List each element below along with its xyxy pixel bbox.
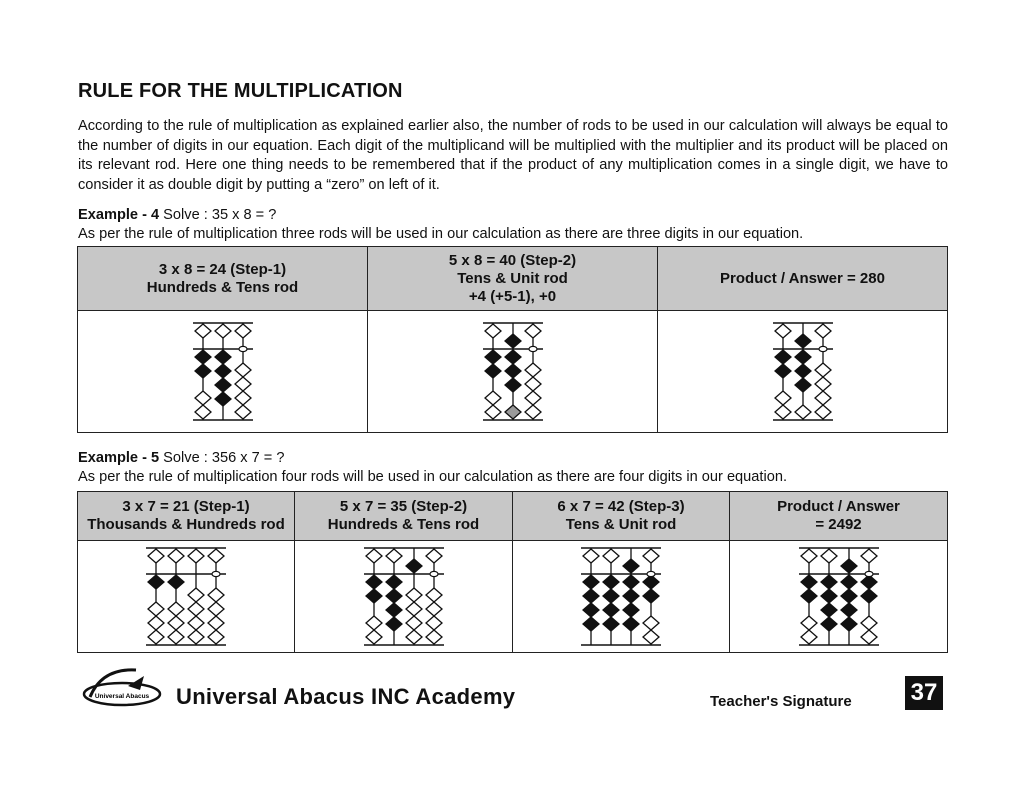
example-5-label: Example - 5 [78,450,160,466]
step-line: 3 x 7 = 21 (Step-1) [122,498,250,515]
abacus-unit-marker [239,346,247,351]
abacus-lower-bead [841,589,857,603]
example-5-heading [78,449,958,467]
abacus-lower-bead [406,630,422,644]
example-5-answer-header [730,492,948,541]
abacus-lower-bead [208,588,224,602]
abacus-lower-bead [643,589,659,603]
abacus-lower-bead [583,589,599,603]
example-4-solve: Solve : 35 x 8 = ? [159,207,277,223]
step-line: Product / Answer = 280 [720,269,885,287]
abacus-unit-marker [212,571,220,576]
abacus-lower-bead [366,589,382,603]
step-line: = 2492 [815,516,862,533]
abacus-lower-bead [485,391,501,405]
abacus-lower-bead [525,391,541,405]
abacus-lower-bead [168,616,184,630]
step-line: 3 x 8 = 24 (Step-1) [158,260,287,278]
abacus-unit-marker [865,571,873,576]
abacus-upper-bead [583,549,599,563]
universal-abacus-logo-icon [80,664,164,712]
example-5-step-2-figure [295,541,513,653]
abacus-lower-bead [195,364,211,378]
abacus-icon [481,322,545,422]
abacus-upper-bead [603,549,619,563]
brand-name: Universal Abacus INC Academy [176,684,516,709]
abacus-lower-bead [215,350,231,364]
abacus-unit-marker [529,346,537,351]
abacus-lower-bead [861,616,877,630]
abacus-upper-bead [775,324,791,338]
abacus-lower-bead [643,630,659,644]
abacus-lower-bead [643,616,659,630]
abacus-upper-bead [525,324,541,338]
abacus-unit-marker [430,571,438,576]
abacus-lower-bead [485,350,501,364]
abacus-lower-bead [188,630,204,644]
step-line: Thousands & Hundreds rod [87,516,285,533]
example-5-note: As per the rule of multiplication four rods will be used in our calculation as there are four digits in our equation. [78,469,787,485]
abacus-lower-bead [841,575,857,589]
example-5-answer-figure [730,541,948,653]
abacus-lower-bead [235,363,251,377]
abacus-lower-bead [366,616,382,630]
teacher-signature-label: Teacher's Signature [710,693,852,710]
example-4-heading [78,206,958,224]
abacus-lower-bead [505,378,521,392]
abacus-lower-bead [406,602,422,616]
example-4-step-1-figure [78,311,368,433]
abacus-lower-bead [583,603,599,617]
abacus-lower-bead [861,589,877,603]
abacus-lower-bead [775,350,791,364]
abacus-upper-bead [426,549,442,563]
abacus-lower-bead [235,391,251,405]
abacus-lower-bead [195,350,211,364]
abacus-upper-bead [168,549,184,563]
abacus-lower-bead [168,630,184,644]
example-5-step-3-figure [513,541,730,653]
abacus-upper-bead [148,549,164,563]
abacus-lower-bead [775,364,791,378]
abacus-upper-bead [215,324,231,338]
abacus-lower-bead [815,405,831,419]
abacus-upper-bead [643,549,659,563]
step-line: 5 x 7 = 35 (Step-2) [339,498,468,515]
abacus-lower-bead [215,392,231,406]
abacus-upper-bead [386,549,402,563]
abacus-upper-bead [821,549,837,563]
example-5-figure-row [78,541,948,653]
abacus-upper-bead [795,334,811,348]
abacus-lower-bead [841,603,857,617]
abacus-icon [191,322,255,422]
abacus-lower-bead [801,630,817,644]
abacus-lower-bead [148,616,164,630]
abacus-lower-bead [195,391,211,405]
abacus-lower-bead [386,603,402,617]
step-line: Hundreds & Tens rod [327,516,480,533]
page-title: RULE FOR THE MULTIPLICATION [78,80,403,102]
step-line: Tens & Unit rod [457,269,568,287]
step-line: +4 (+5-1), +0 [468,287,557,305]
abacus-lower-bead [505,405,521,419]
abacus-upper-bead [841,559,857,573]
abacus-lower-bead [623,603,639,617]
abacus-upper-bead [861,549,877,563]
example-4-answer-figure [658,311,948,433]
abacus-lower-bead [148,602,164,616]
abacus-lower-bead [366,630,382,644]
abacus-lower-bead [406,616,422,630]
abacus-lower-bead [775,405,791,419]
abacus-lower-bead [386,575,402,589]
abacus-lower-bead [795,350,811,364]
abacus-lower-bead [821,575,837,589]
abacus-icon [362,547,446,647]
abacus-lower-bead [386,617,402,631]
example-5-step-1-header [78,492,295,541]
step-line: Hundreds & Tens rod [146,278,299,296]
abacus-lower-bead [235,377,251,391]
abacus-upper-bead [235,324,251,338]
abacus-lower-bead [366,575,382,589]
abacus-lower-bead [215,378,231,392]
example-4-header-row [78,247,948,311]
abacus-lower-bead [795,405,811,419]
abacus-lower-bead [426,602,442,616]
abacus-icon [797,547,881,647]
abacus-lower-bead [525,405,541,419]
abacus-lower-bead [795,378,811,392]
abacus-upper-bead [801,549,817,563]
step-line: 5 x 8 = 40 (Step-2) [448,251,577,269]
abacus-lower-bead [801,616,817,630]
step-line: 6 x 7 = 42 (Step-3) [557,498,685,515]
abacus-lower-bead [195,405,211,419]
abacus-lower-bead [426,588,442,602]
abacus-upper-bead [406,559,422,573]
intro-paragraph: According to the rule of multiplication as explained earlier also, the number of rods to be used in our calculation will always be equal to the number of digits in our equation. Each digit of the multiplicand will be multiplied with the multiplier and its product will be placed on its relevant rod. Here one thing needs to be remembered that if the product of any multiplication comes in a single digit, we have to consider it as double digit by putting a “zero” on left of it. [78,118,948,193]
abacus-lower-bead [208,616,224,630]
abacus-lower-bead [188,602,204,616]
example-4-step-2-figure [368,311,658,433]
abacus-lower-bead [168,602,184,616]
abacus-lower-bead [841,617,857,631]
example-4-answer-header [658,247,948,311]
step-line: Product / Answer [777,498,900,515]
abacus-lower-bead [801,575,817,589]
abacus-lower-bead [148,630,164,644]
abacus-icon [144,547,228,647]
abacus-lower-bead [235,405,251,419]
abacus-lower-bead [505,350,521,364]
abacus-lower-bead [386,589,402,603]
abacus-lower-bead [505,364,521,378]
example-4-figure-row [78,311,948,433]
abacus-lower-bead [603,617,619,631]
example-4-step-2-header [368,247,658,311]
logo-text: Universal Abacus [94,693,150,700]
abacus-lower-bead [623,589,639,603]
abacus-lower-bead [215,364,231,378]
abacus-upper-bead [195,324,211,338]
abacus-lower-bead [603,589,619,603]
abacus-upper-bead [485,324,501,338]
abacus-lower-bead [188,616,204,630]
abacus-lower-bead [208,630,224,644]
abacus-lower-bead [406,588,422,602]
abacus-lower-bead [485,405,501,419]
abacus-upper-bead [208,549,224,563]
example-4-table [77,246,948,433]
abacus-unit-marker [647,571,655,576]
abacus-lower-bead [623,575,639,589]
abacus-upper-bead [366,549,382,563]
abacus-lower-bead [821,589,837,603]
abacus-lower-bead [815,391,831,405]
abacus-lower-bead [775,391,791,405]
example-5-step-2-header [295,492,513,541]
abacus-lower-bead [603,603,619,617]
abacus-icon [579,547,663,647]
example-4-label: Example - 4 [78,207,160,223]
abacus-unit-marker [819,346,827,351]
abacus-lower-bead [815,377,831,391]
abacus-icon [771,322,835,422]
abacus-upper-bead [505,334,521,348]
abacus-lower-bead [821,603,837,617]
abacus-upper-bead [623,559,639,573]
example-4-step-1-header [78,247,368,311]
abacus-lower-bead [148,575,164,589]
abacus-upper-bead [815,324,831,338]
abacus-lower-bead [801,589,817,603]
abacus-lower-bead [426,630,442,644]
abacus-upper-bead [188,549,204,563]
example-5-table [77,491,948,653]
abacus-lower-bead [795,364,811,378]
abacus-lower-bead [485,364,501,378]
abacus-lower-bead [208,602,224,616]
abacus-lower-bead [188,588,204,602]
abacus-lower-bead [603,575,619,589]
abacus-lower-bead [821,617,837,631]
abacus-lower-bead [426,616,442,630]
abacus-lower-bead [815,363,831,377]
step-line: Tens & Unit rod [565,516,677,533]
abacus-lower-bead [623,617,639,631]
example-5-solve: Solve : 356 x 7 = ? [159,450,285,466]
abacus-lower-bead [861,630,877,644]
page-number: 37 [905,676,943,710]
abacus-lower-bead [525,377,541,391]
abacus-lower-bead [168,575,184,589]
abacus-lower-bead [525,363,541,377]
example-4-note: As per the rule of multiplication three rods will be used in our calculation as there are three digits in our equation. [78,226,804,242]
example-5-header-row [78,492,948,541]
abacus-lower-bead [583,617,599,631]
abacus-lower-bead [583,575,599,589]
example-5-step-1-figure [78,541,295,653]
example-5-step-3-header [513,492,730,541]
